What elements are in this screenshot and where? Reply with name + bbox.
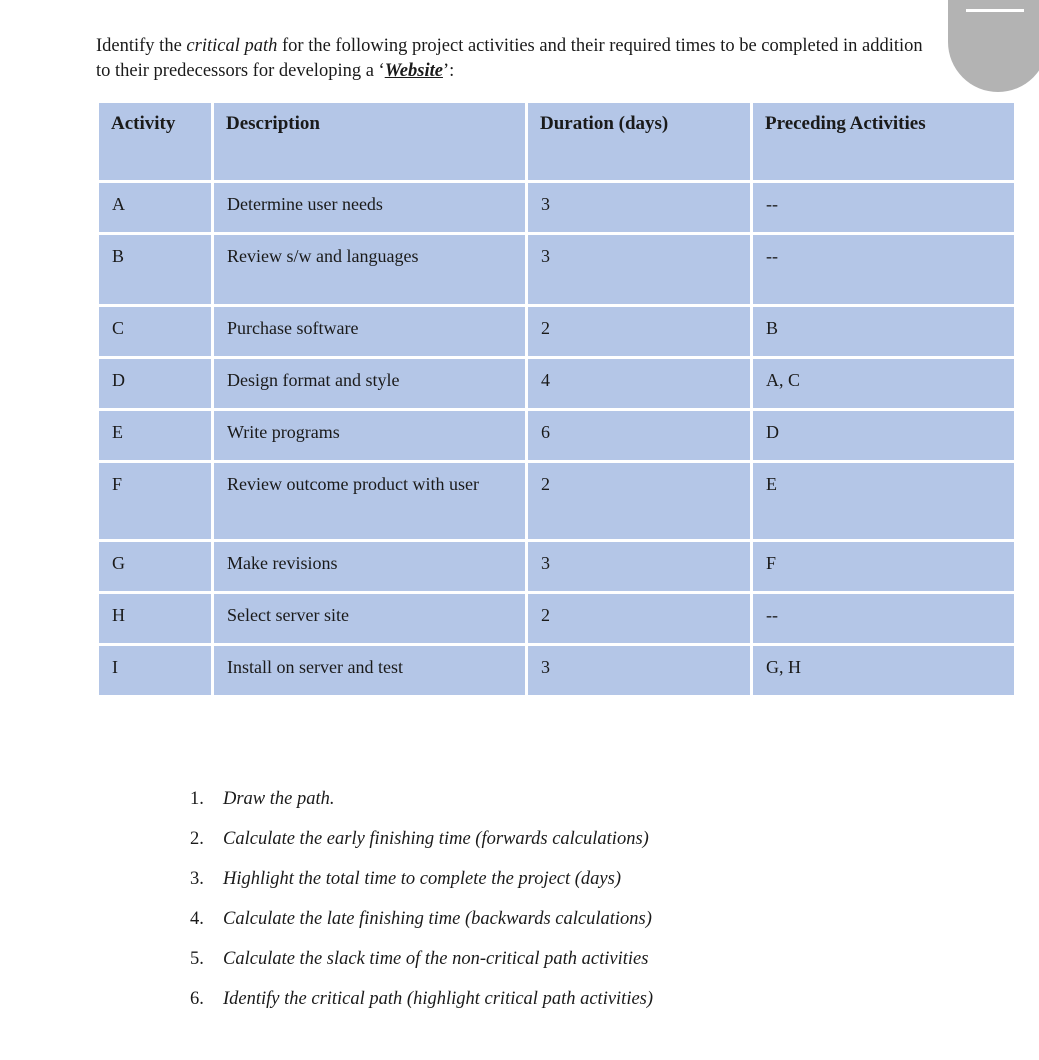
cell-description: Install on server and test <box>214 646 525 695</box>
intro-keyword: Website <box>384 61 443 81</box>
cell-preceding: E <box>753 463 1014 539</box>
task-text: Highlight the total time to complete the project (days) <box>223 869 622 889</box>
grip-icon <box>966 9 1024 12</box>
header-description: Description <box>214 103 525 180</box>
task-text: Draw the path. <box>223 789 335 809</box>
cell-activity: A <box>99 183 211 232</box>
cell-duration: 2 <box>528 594 750 643</box>
cell-preceding: -- <box>753 183 1014 232</box>
task-item <box>190 946 653 986</box>
cell-duration: 3 <box>528 235 750 304</box>
cell-duration: 2 <box>528 307 750 356</box>
table-row <box>99 594 1014 643</box>
task-number: 5. <box>190 949 204 969</box>
table-row <box>99 307 1014 356</box>
question-intro <box>96 34 936 84</box>
cell-activity: B <box>99 235 211 304</box>
cell-preceding: B <box>753 307 1014 356</box>
cell-duration: 3 <box>528 646 750 695</box>
cell-description: Review s/w and languages <box>214 235 525 304</box>
table-row <box>99 235 1014 304</box>
cell-preceding: A, C <box>753 359 1014 408</box>
cell-duration: 3 <box>528 542 750 591</box>
table-row <box>99 646 1014 695</box>
task-number: 6. <box>190 989 204 1009</box>
task-item <box>190 906 653 946</box>
header-duration: Duration (days) <box>528 103 750 180</box>
cell-description: Review outcome product with user <box>214 463 525 539</box>
cell-preceding: F <box>753 542 1014 591</box>
scroll-handle[interactable] <box>948 0 1039 92</box>
intro-text-start: Identify the <box>96 36 187 56</box>
cell-activity: F <box>99 463 211 539</box>
header-preceding: Preceding Activities <box>753 103 1014 180</box>
cell-description: Determine user needs <box>214 183 525 232</box>
cell-description: Write programs <box>214 411 525 460</box>
task-list <box>190 786 653 1026</box>
task-number: 4. <box>190 909 204 929</box>
table-row <box>99 359 1014 408</box>
task-item <box>190 826 653 866</box>
task-number: 3. <box>190 869 204 889</box>
task-number: 1. <box>190 789 204 809</box>
cell-duration: 4 <box>528 359 750 408</box>
header-activity: Activity <box>99 103 211 180</box>
intro-term: critical path <box>186 36 278 56</box>
task-item <box>190 786 653 826</box>
cell-duration: 6 <box>528 411 750 460</box>
table-row <box>99 411 1014 460</box>
task-item <box>190 986 653 1026</box>
cell-preceding: G, H <box>753 646 1014 695</box>
cell-description: Make revisions <box>214 542 525 591</box>
task-item <box>190 866 653 906</box>
cell-duration: 3 <box>528 183 750 232</box>
table-row <box>99 183 1014 232</box>
cell-preceding: -- <box>753 235 1014 304</box>
intro-text-middle: for the following project activities and their required times to be completed in addition to their predecessors for developing a ‘ <box>96 36 923 81</box>
task-text: Calculate the early finishing time (forwards calculations) <box>223 829 649 849</box>
table-row <box>99 463 1014 539</box>
task-text: Identify the critical path (highlight critical path activities) <box>223 989 654 1009</box>
cell-activity: C <box>99 307 211 356</box>
cell-duration: 2 <box>528 463 750 539</box>
table-row <box>99 542 1014 591</box>
cell-activity: E <box>99 411 211 460</box>
cell-activity: G <box>99 542 211 591</box>
intro-text-end: ’: <box>442 61 455 81</box>
task-text: Calculate the slack time of the non-critical path activities <box>223 949 649 969</box>
cell-activity: H <box>99 594 211 643</box>
cell-description: Design format and style <box>214 359 525 408</box>
task-text: Calculate the late finishing time (backwards calculations) <box>223 909 652 929</box>
task-number: 2. <box>190 829 204 849</box>
table-header-row <box>99 103 1014 180</box>
cell-description: Purchase software <box>214 307 525 356</box>
cell-preceding: D <box>753 411 1014 460</box>
cell-activity: I <box>99 646 211 695</box>
cell-description: Select server site <box>214 594 525 643</box>
cell-preceding: -- <box>753 594 1014 643</box>
activities-table <box>96 100 1017 698</box>
cell-activity: D <box>99 359 211 408</box>
